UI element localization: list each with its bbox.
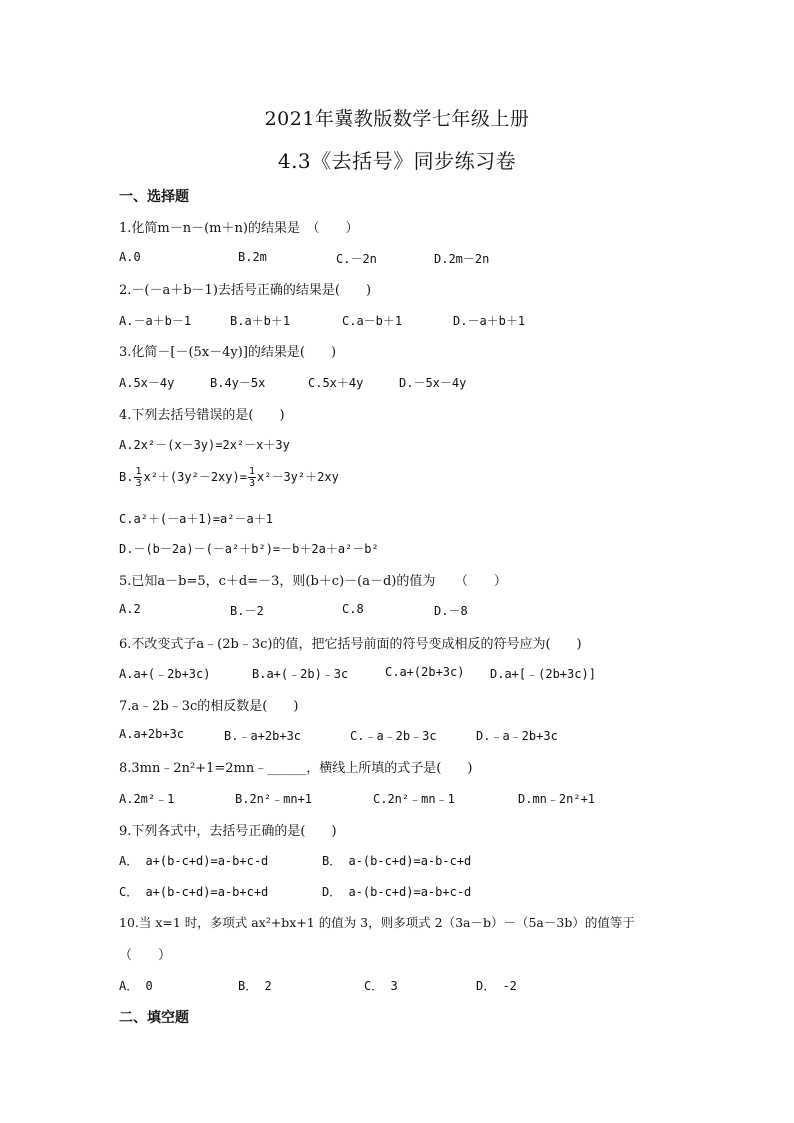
question-2: 2.－(－a＋b－1)去括号正确的结果是( ) — [119, 283, 372, 298]
page-subtitle: 4.3《去括号》同步练习卷 — [277, 149, 517, 173]
q6-option-d: D.a+[﹣(2b+3c)] — [490, 667, 596, 681]
q6-option-b: B.a+(﹣2b)﹣3c — [252, 667, 349, 681]
one-third-fraction: $\frac{1}{3}$ — [248, 466, 255, 489]
q4-option-c: C.a²＋(－a＋1)=a²－a＋1 — [119, 512, 273, 526]
q6-option-a: A.a+(﹣2b+3c) — [119, 667, 211, 681]
q2-option-a: A.－a＋b－1 — [119, 314, 192, 328]
question-6: 6.不改变式子a﹣(2b﹣3c)的值，把它括号前面的符号变成相反的符号应为( ) — [119, 637, 582, 652]
q4-option-b-label: B. — [119, 470, 134, 484]
q7-option-d: D.﹣a﹣2b+3c — [476, 729, 558, 743]
question-3: 3.化简－[－(5x－4y)]的结果是( ) — [119, 345, 337, 360]
q7-option-a: A.a+2b+3c — [119, 727, 185, 741]
question-8: 8.3mn﹣2n²+1=2mn﹣______，横线上所填的式子是( ) — [119, 761, 473, 776]
q8-option-c: C.2n²﹣mn﹣1 — [373, 792, 455, 806]
q2-option-d: D.－a＋b＋1 — [453, 314, 526, 328]
q8-option-a: A.2m²﹣1 — [119, 792, 175, 806]
q8-option-b: B.2n²﹣mn+1 — [235, 792, 313, 806]
q5-option-c: C.8 — [342, 602, 364, 616]
q3-option-a: A.5x－4y — [119, 376, 175, 390]
q3-option-c: C.5x＋4y — [308, 376, 364, 390]
q1-option-b: B.2m — [238, 250, 267, 264]
q3-option-d: D.－5x－4y — [399, 376, 467, 390]
q3-option-b: B.4y－5x — [210, 376, 266, 390]
q9-option-b: B． a-(b-c+d)=a-b-c+d — [322, 854, 472, 868]
q9-option-a: A． a+(b-c+d)=a-b+c-d — [119, 854, 269, 868]
q9-option-d: D． a-(b-c+d)=a-b+c-d — [322, 885, 472, 899]
q7-option-c: C.﹣a﹣2b﹣3c — [350, 729, 437, 743]
section-heading-choice: 一、选择题 — [119, 189, 189, 205]
q4-option-b: B. $\frac{1}{3}$ x²＋(3y²－2xy)= $\frac{1}{3}$ x²－3y²＋2xy — [119, 466, 339, 489]
question-5: 5.已知a－b=5，c＋d=－3，则(b＋c)－(a－d)的值为 （ ） — [119, 574, 507, 589]
q4-option-d: D.－(b－2a)－(－a²＋b²)=－b＋2a＋a²－b² — [119, 542, 379, 556]
q10-option-c: C． 3 — [364, 979, 398, 993]
q5-option-d: D.－8 — [434, 604, 468, 618]
q10-option-d: D． -2 — [476, 979, 517, 993]
q5-option-b: B.－2 — [230, 604, 264, 618]
question-10-bracket: （ ） — [119, 948, 172, 963]
section-heading-fill: 二、填空题 — [119, 1010, 189, 1026]
q10-option-a: A． 0 — [119, 979, 153, 993]
q8-option-d: D.mn﹣2n²+1 — [518, 792, 596, 806]
q10-option-b: B． 2 — [238, 979, 272, 993]
q9-option-c: C． a+(b-c+d)=a-b+c+d — [119, 885, 269, 899]
q2-option-b: B.a＋b＋1 — [230, 314, 291, 328]
question-7: 7.a﹣2b﹣3c的相反数是( ) — [119, 699, 299, 714]
q5-option-a: A.2 — [119, 602, 141, 616]
question-10: 10.当 x=1 时，多项式 ax²+bx+1 的值为 3，则多项式 2（3a－b）－（5a－3b）的值等于 — [119, 915, 635, 930]
question-4: 4.下列去括号错误的是( ) — [119, 408, 285, 423]
q6-option-c: C.a+(2b+3c) — [385, 665, 465, 679]
q4-option-a: A.2x²－(x－3y)=2x²－x＋3y — [119, 438, 290, 452]
q1-option-a: A.0 — [119, 250, 141, 264]
question-1: 1.化简m－n－(m＋n)的结果是 （ ） — [119, 221, 359, 236]
page-title: 2021年冀教版数学七年级上册 — [264, 108, 530, 130]
one-third-fraction: $\frac{1}{3}$ — [135, 466, 142, 489]
q1-option-d: D.2m－2n — [434, 252, 490, 266]
q1-option-c: C.－2n — [336, 252, 377, 266]
q7-option-b: B.﹣a+2b+3c — [224, 729, 302, 743]
q2-option-c: C.a－b＋1 — [342, 314, 403, 328]
question-9: 9.下列各式中，去括号正确的是( ) — [119, 824, 337, 839]
